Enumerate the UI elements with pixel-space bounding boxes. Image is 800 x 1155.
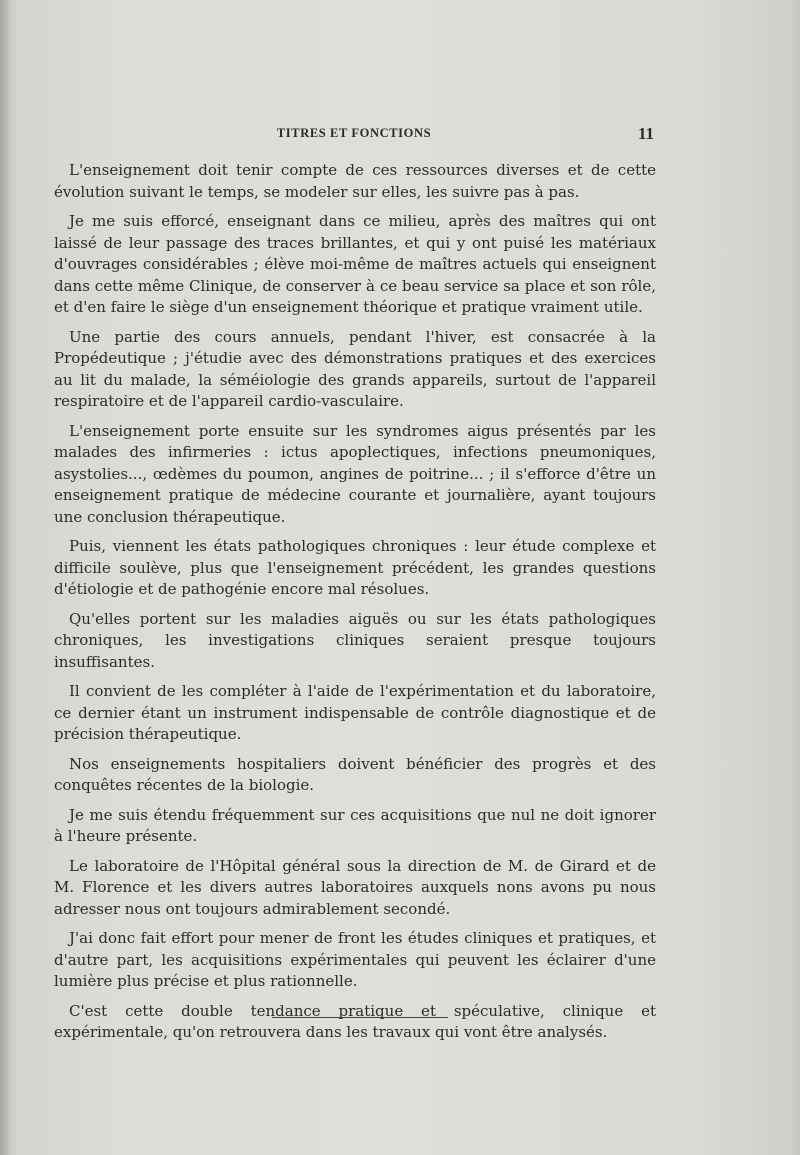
- running-title: TITRES ET FONCTIONS: [276, 126, 432, 140]
- paragraph: C'est cette double tendance pratique et spéculative, clinique et expérimentale, qu'on retrouvera dans les travaux qui vont être analysés.: [54, 1001, 656, 1041]
- paragraph: J'ai donc fait effort pour mener de front les études cliniques et pratiques, et d'autre part, les acquisitions expérimentales qui peuvent les éclairer d'une lumière plus précise et plus rationnelle.: [54, 929, 656, 990]
- paragraph: Je me suis efforcé, enseignant dans ce milieu, après des maîtres qui ont laissé de leur passage des traces brillantes, et qui y ont puisé les matériaux d'ouvrages considérables ; élève moi-même de maîtres actuels qui enseignent dans cette même Clinique, de conserver à ce beau service sa place et son rôle, et d'en faire le siège d'un enseignement théorique et pratique vraiment utile.: [54, 212, 656, 316]
- paragraph: Il convient de les compléter à l'aide de l'expérimentation et du laboratoire, ce dernier étant un instrument indispensable de contrôle diagnostique et de précision thérapeutique.: [54, 682, 656, 743]
- page-header: [54, 126, 654, 146]
- body-text: [54, 160, 656, 1052]
- paragraph: Puis, viennent les états pathologiques chroniques : leur étude complexe et difficile soulève, plus que l'enseignement précédent, les grandes questions d'étiologie et de pathogénie encore mal résolues.: [54, 537, 656, 598]
- paragraph: Le laboratoire de l'Hôpital général sous la direction de M. de Girard et de M. Florence et les divers autres laboratoires auxquels nons avons pu nous adresser nous ont toujours admirablement secondé.: [54, 856, 656, 918]
- page-number: 11: [637, 124, 654, 143]
- paragraph: Je me suis étendu fréquemment sur ces acquisitions que nul ne doit ignorer à l'heure présente.: [54, 805, 656, 845]
- paragraph: Qu'elles portent sur les maladies aiguës ou sur les états pathologiques chroniques, les investigations cliniques seraient presque toujours insuffisantes.: [54, 609, 656, 671]
- paragraph: Une partie des cours annuels, pendant l'hiver, est consacrée à la Propédeutique ; j'étudie avec des démonstrations pratiques et des exercices au lit du malade, la séméiologie des grands appareils, surtout de l'appareil respiratoire et de l'appareil cardio-vasculaire.: [54, 327, 656, 410]
- paragraph: Nos enseignements hospitaliers doivent bénéficier des progrès et des conquêtes récentes de la biologie.: [54, 754, 656, 794]
- paragraph: L'enseignement porte ensuite sur les syndromes aigus présentés par les malades des infirmeries : ictus apoplectiques, infections pneumoniques, asystolies..., œdèmes du poumon, angines de poitrine... ; il s'efforce d'être un enseignement pratique de médecine courante et journalière, ayant toujours une conclusion thérapeutique.: [54, 421, 656, 526]
- paragraph: L'enseignement doit tenir compte de ces ressources diverses et de cette évolution suivant le temps, se modeler sur elles, les suivre pas à pas.: [54, 161, 656, 201]
- end-rule: [272, 1017, 448, 1018]
- binding-shadow: [0, 0, 10, 1155]
